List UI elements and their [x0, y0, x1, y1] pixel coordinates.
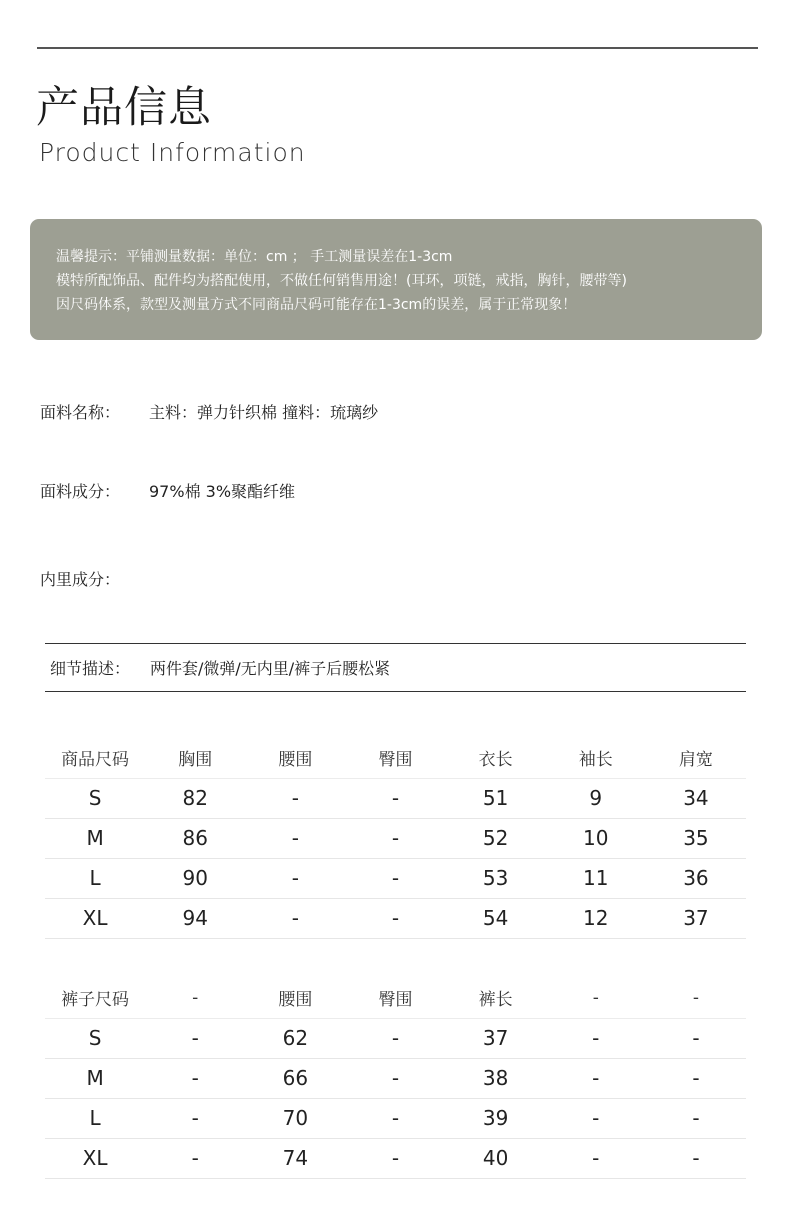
- table-cell: 70: [245, 1098, 345, 1138]
- table-cell: 11: [546, 858, 646, 898]
- table-cell: 62: [245, 1018, 345, 1058]
- notice-line: 因尺码体系，款型及测量方式不同商品尺码可能存在1-3cm的误差，属于正常现象！: [56, 297, 577, 313]
- table-row: [45, 818, 746, 858]
- table-row: [45, 898, 746, 938]
- header-cell: 胸围: [145, 738, 245, 778]
- table-cell: -: [245, 778, 345, 818]
- header-cell: 肩宽: [646, 738, 746, 778]
- table-cell: -: [145, 1138, 245, 1178]
- table-cell: 34: [646, 778, 746, 818]
- table-cell: 54: [446, 898, 546, 938]
- table-cell: -: [345, 818, 445, 858]
- table-cell: -: [245, 858, 345, 898]
- header-cell: -: [145, 978, 245, 1018]
- table-cell: -: [646, 1098, 746, 1138]
- table-cell: M: [45, 1058, 145, 1098]
- table-cell: XL: [45, 898, 145, 938]
- table-cell: 37: [446, 1018, 546, 1058]
- fabric-name-row: [40, 400, 378, 423]
- header-cell: 商品尺码: [45, 738, 145, 778]
- table-row: [45, 778, 746, 818]
- table-cell: L: [45, 1098, 145, 1138]
- table-header-row: [45, 738, 746, 778]
- fabric-name-value: 主料：弹力针织棉 撞料：琉璃纱: [149, 403, 379, 422]
- top-divider: [37, 47, 758, 49]
- header-cell: 腰围: [245, 978, 345, 1018]
- page-title: 产品信息: [36, 83, 212, 133]
- detail-row: [50, 656, 390, 679]
- table-cell: 82: [145, 778, 245, 818]
- table-cell: -: [546, 1058, 646, 1098]
- table-row: [45, 1138, 746, 1178]
- table-cell: 74: [245, 1138, 345, 1178]
- header-cell: 裤长: [446, 978, 546, 1018]
- detail-value: 两件套/微弹/无内里/裤子后腰松紧: [150, 659, 391, 678]
- table-cell: M: [45, 818, 145, 858]
- table-cell: 90: [145, 858, 245, 898]
- detail-divider-top: [45, 643, 746, 644]
- table-cell: 86: [145, 818, 245, 858]
- table-cell: 52: [446, 818, 546, 858]
- table-cell: -: [245, 898, 345, 938]
- table-cell: -: [245, 818, 345, 858]
- table-cell: 36: [646, 858, 746, 898]
- header-cell: 袖长: [546, 738, 646, 778]
- table-cell: -: [345, 858, 445, 898]
- top-size-table: [45, 738, 746, 939]
- table-cell: 9: [546, 778, 646, 818]
- table-cell: 12: [546, 898, 646, 938]
- table-cell: -: [546, 1018, 646, 1058]
- table-cell: S: [45, 778, 145, 818]
- fabric-name-label: 面料名称：: [40, 403, 121, 422]
- table-header-row: [45, 978, 746, 1018]
- table-cell: -: [646, 1018, 746, 1058]
- fabric-composition-label: 面料成分：: [40, 482, 121, 501]
- detail-label: 细节描述：: [50, 659, 131, 678]
- table-row: [45, 1018, 746, 1058]
- table-cell: 35: [646, 818, 746, 858]
- table-cell: -: [345, 1018, 445, 1058]
- table-cell: XL: [45, 1138, 145, 1178]
- table-cell: -: [145, 1098, 245, 1138]
- table-cell: -: [345, 898, 445, 938]
- header-cell: -: [646, 978, 746, 1018]
- page-subtitle: Product Information: [39, 138, 306, 167]
- table-cell: 10: [546, 818, 646, 858]
- table-cell: -: [345, 1138, 445, 1178]
- notice-line: 温馨提示：平铺测量数据：单位：cm ； 手工测量误差在1-3cm: [56, 249, 453, 265]
- table-cell: 38: [446, 1058, 546, 1098]
- table-cell: -: [345, 778, 445, 818]
- table-cell: S: [45, 1018, 145, 1058]
- table-row: [45, 858, 746, 898]
- table-cell: 37: [646, 898, 746, 938]
- header-cell: 裤子尺码: [45, 978, 145, 1018]
- fabric-composition-value: 97%棉 3%聚酯纤维: [149, 482, 296, 501]
- table-cell: -: [145, 1018, 245, 1058]
- header-cell: 臀围: [345, 978, 445, 1018]
- table-cell: L: [45, 858, 145, 898]
- table-cell: -: [546, 1098, 646, 1138]
- table-cell: 51: [446, 778, 546, 818]
- notice-line: 模特所配饰品、配件均为搭配使用，不做任何销售用途！(耳环，项链，戒指，胸针，腰带等): [56, 273, 627, 289]
- header-cell: -: [546, 978, 646, 1018]
- table-cell: -: [546, 1138, 646, 1178]
- table-cell: 39: [446, 1098, 546, 1138]
- pants-size-table: [45, 978, 746, 1179]
- table-cell: -: [145, 1058, 245, 1098]
- table-row: [45, 1058, 746, 1098]
- lining-row: [40, 567, 149, 590]
- table-cell: -: [646, 1138, 746, 1178]
- table-cell: 40: [446, 1138, 546, 1178]
- table-cell: 66: [245, 1058, 345, 1098]
- header-cell: 臀围: [345, 738, 445, 778]
- notice-box: [30, 219, 762, 340]
- header-cell: 衣长: [446, 738, 546, 778]
- table-cell: -: [345, 1058, 445, 1098]
- fabric-composition-row: [40, 479, 295, 502]
- table-cell: 53: [446, 858, 546, 898]
- header-cell: 腰围: [245, 738, 345, 778]
- table-row: [45, 1098, 746, 1138]
- lining-label: 内里成分：: [40, 570, 121, 589]
- table-cell: -: [345, 1098, 445, 1138]
- detail-divider-bottom: [45, 691, 746, 692]
- table-cell: 94: [145, 898, 245, 938]
- table-cell: -: [646, 1058, 746, 1098]
